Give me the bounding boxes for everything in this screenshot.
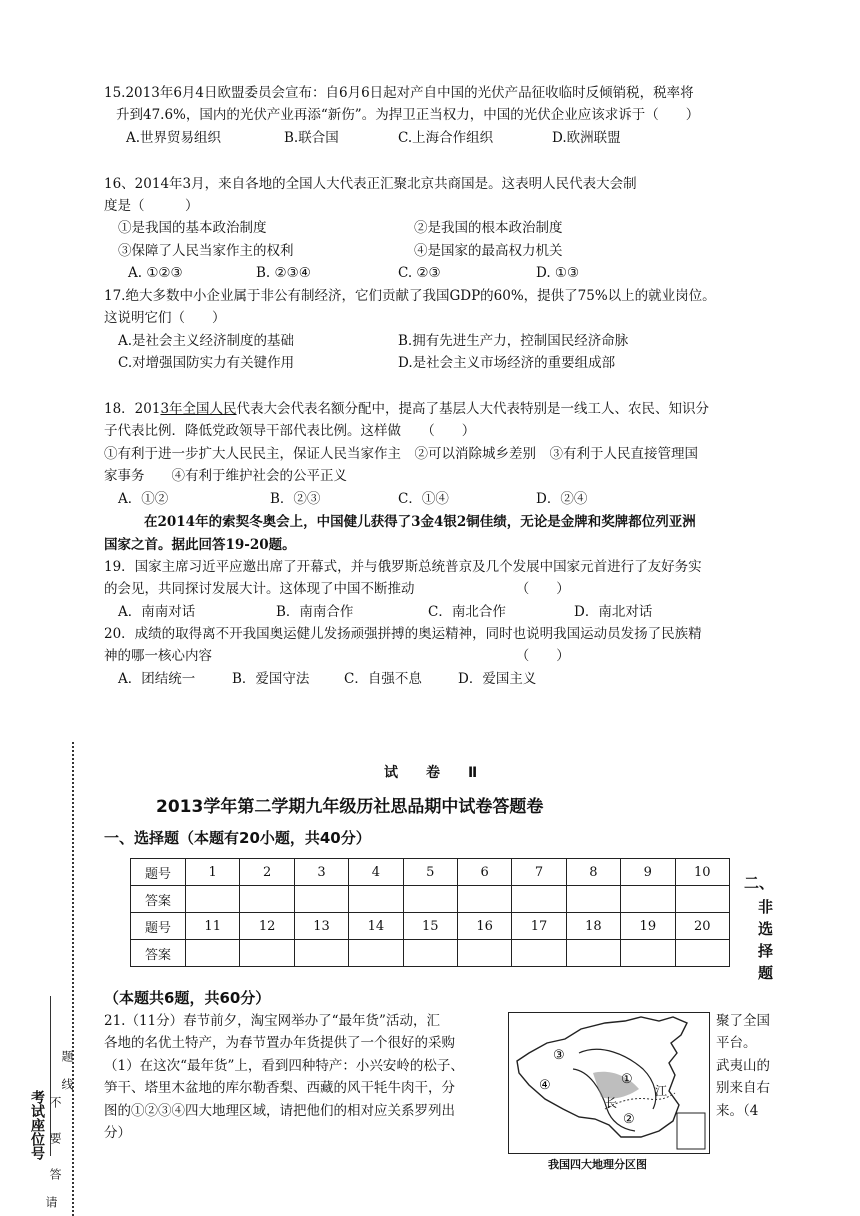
q18-option-a: A．①② <box>118 491 169 507</box>
q15-option-a: A.世界贸易组织 <box>126 130 222 146</box>
q16-item1: ①是我国的基本政治制度 <box>118 220 267 236</box>
q21-right3: 武夷山的 <box>716 1058 770 1074</box>
row-label-answer: 答案 <box>131 886 186 913</box>
seat-number-label: 考试座位号 <box>29 1090 45 1160</box>
q16-line2: 度是（ ） <box>104 198 199 214</box>
q21-right1: 聚了全国 <box>716 1013 770 1029</box>
row-label-number: 题号 <box>131 859 186 886</box>
answer-cell[interactable] <box>240 940 294 967</box>
section-2-heading-part1: 二、 <box>744 874 775 892</box>
q18-line4: 家事务 ④有利于维护社会的公平正义 <box>104 468 347 484</box>
question-number: 17 <box>512 913 566 940</box>
map-label-jiang: 江 <box>655 1084 668 1098</box>
south-sea-inset <box>677 1113 705 1149</box>
q18-option-b: B．②③ <box>270 491 321 507</box>
number-row-2 <box>131 913 730 940</box>
map-caption: 我国四大地理分区图 <box>548 1158 647 1171</box>
q16-option-b: B. ②③④ <box>256 265 311 281</box>
q16-item3: ③保障了人民当家作主的权利 <box>118 243 294 259</box>
q21-right5: 来。（4 <box>716 1103 759 1119</box>
answer-cell[interactable] <box>240 886 294 913</box>
q20-option-d: D．爱国主义 <box>458 671 537 687</box>
intro-line1: 在2014年的索契冬奥会上，中国健儿获得了3金4银2铜佳绩，无论是金牌和奖牌都位列亚洲 <box>144 514 696 530</box>
answer-cell[interactable] <box>403 940 457 967</box>
map-label-2: ② <box>623 1112 635 1127</box>
china-regions-map <box>508 1012 710 1154</box>
q16-item4: ④是国家的最高权力机关 <box>414 243 563 259</box>
answer-cell[interactable] <box>621 940 675 967</box>
q17-line1: 17.绝大多数中小企业属于非公有制经济，它们贡献了我国GDP的60%，提供了75%以上的就业岗位。 <box>104 288 716 304</box>
question-number: 12 <box>240 913 294 940</box>
q20-line2: 神的哪一核心内容 （ ） <box>104 648 570 664</box>
question-number: 1 <box>186 859 240 886</box>
question-number: 5 <box>403 859 457 886</box>
answer-cell[interactable] <box>294 940 348 967</box>
answer-row-1 <box>131 886 730 913</box>
question-number: 3 <box>294 859 348 886</box>
q20-option-b: B．爱国守法 <box>232 671 310 687</box>
section-2-points: （本题共6题，共60分） <box>104 989 271 1007</box>
q17-option-c: C.对增强国防实力有关键作用 <box>118 355 295 371</box>
q17-option-b: B.拥有先进生产力，控制国民经济命脉 <box>398 333 629 349</box>
question-number: 4 <box>349 859 403 886</box>
map-label-4: ④ <box>539 1078 551 1093</box>
q16-line1: 16、2014年3月，来自各地的全国人大代表正汇聚北京共商国是。这表明人民代表大会制 <box>104 176 637 192</box>
row-label-answer: 答案 <box>131 940 186 967</box>
section-1-heading: 一、选择题（本题有20小题，共40分） <box>104 829 371 847</box>
margin-ti: 题 <box>60 1050 74 1062</box>
answer-cell[interactable] <box>512 886 566 913</box>
question-number: 9 <box>621 859 675 886</box>
row-label-number: 题号 <box>131 913 186 940</box>
q18-option-c: C．①④ <box>398 491 449 507</box>
q18-line3: ①有利于进一步扩大人民民主，保证人民当家作主 ②可以消除城乡差别 ③有利于人民直接管理国 <box>104 446 698 462</box>
map-label-chang: 长 <box>605 1096 618 1110</box>
q17-line2: 这说明它们（ ） <box>104 310 226 326</box>
answer-cell[interactable] <box>186 940 240 967</box>
q19-option-a: A．南南对话 <box>118 604 196 620</box>
q18-line1: 18．2013年全国人民代表大会代表名额分配中，提高了基层人大代表特别是一线工人、农民、知识分 <box>104 401 710 417</box>
q18-option-d: D．②④ <box>536 491 588 507</box>
question-number: 13 <box>294 913 348 940</box>
section-2-heading-part3: 选 <box>758 920 774 938</box>
answer-cell[interactable] <box>675 886 729 913</box>
q21-line5: 图的①②③④四大地理区域，请把他们的相对应关系罗列出 <box>104 1103 455 1119</box>
q15-option-c: C.上海合作组织 <box>398 130 494 146</box>
q16-option-d: D. ①③ <box>536 265 580 281</box>
answer-cell[interactable] <box>403 886 457 913</box>
answer-cell[interactable] <box>186 886 240 913</box>
q21-right4: 别来自右 <box>716 1080 770 1096</box>
intro-line2: 国家之首。据此回答19-20题。 <box>104 537 296 553</box>
map-label-1: ① <box>621 1072 633 1087</box>
question-number: 2 <box>240 859 294 886</box>
q21-line2: 各地的名优土特产，为春节置办年货提供了一个很好的采购 <box>104 1035 455 1051</box>
answer-cell[interactable] <box>457 886 511 913</box>
question-number: 18 <box>566 913 620 940</box>
number-row-1 <box>131 859 730 886</box>
q19-option-c: C．南北合作 <box>428 604 506 620</box>
answer-cell[interactable] <box>349 940 403 967</box>
question-number: 19 <box>621 913 675 940</box>
answer-cell[interactable] <box>675 940 729 967</box>
q20-option-c: C．自强不息 <box>344 671 422 687</box>
q21-line4: 笋干、塔里木盆地的库尔勒香梨、西藏的风干牦牛肉干，分 <box>104 1080 455 1096</box>
q16-option-a: A. ①②③ <box>128 265 183 281</box>
answer-cell[interactable] <box>457 940 511 967</box>
paper-label: 试 卷 Ⅱ <box>384 765 478 781</box>
question-number: 8 <box>566 859 620 886</box>
question-number: 10 <box>675 859 729 886</box>
answer-cell[interactable] <box>512 940 566 967</box>
q15-option-d: D.欧洲联盟 <box>552 130 621 146</box>
q16-item2: ②是我国的根本政治制度 <box>414 220 563 236</box>
question-number: 16 <box>457 913 511 940</box>
no-answer-note: 不 要 答 <box>48 1096 62 1186</box>
answer-cell[interactable] <box>566 886 620 913</box>
section-2-heading-part5: 题 <box>758 964 774 982</box>
answer-cell[interactable] <box>621 886 675 913</box>
answer-cell[interactable] <box>566 940 620 967</box>
answer-cell[interactable] <box>349 886 403 913</box>
map-label-3: ③ <box>553 1048 565 1063</box>
question-number: 20 <box>675 913 729 940</box>
q19-line2: 的会见，共同探讨发展大计。这体现了中国不断推动 （ ） <box>104 581 570 597</box>
q19-option-d: D．南北对话 <box>574 604 653 620</box>
q21-line3: （1）在这次“最年货”上，看到四种特产：小兴安岭的松子、 <box>104 1058 464 1074</box>
q19-line1: 19．国家主席习近平应邀出席了开幕式，并与俄罗斯总统普京及几个发展中国家元首进行了友好务实 <box>104 559 702 575</box>
q17-option-d: D.是社会主义市场经济的重要组成部 <box>398 355 616 371</box>
q19-option-b: B．南南合作 <box>276 604 354 620</box>
answer-sheet-title: 2013学年第二学期九年级历社思品期中试卷答题卷 <box>156 797 544 817</box>
binding-dotted-line <box>72 742 74 1216</box>
q21-line1: 21.（11分）春节前夕，淘宝网举办了“最年货”活动，汇 <box>104 1013 440 1029</box>
question-number: 11 <box>186 913 240 940</box>
question-number: 14 <box>349 913 403 940</box>
q20-line1: 20．成绩的取得离不开我国奥运健儿发扬顽强拼搏的奥运精神，同时也说明我国运动员发扬了民族精 <box>104 626 702 642</box>
q20-option-a: A．团结统一 <box>118 671 196 687</box>
question-number: 6 <box>457 859 511 886</box>
question-number: 15 <box>403 913 457 940</box>
map-drawing <box>509 1013 709 1153</box>
answer-grid <box>130 858 730 967</box>
q21-right2: 平台。 <box>716 1035 757 1051</box>
section-2-heading-part4: 择 <box>758 942 774 960</box>
q17-option-a: A.是社会主义经济制度的基础 <box>118 333 295 349</box>
answer-cell[interactable] <box>294 886 348 913</box>
section-2-heading-part2: 非 <box>758 898 774 916</box>
q21-line6: 分） <box>104 1125 131 1141</box>
margin-qing: 请 <box>44 1196 58 1208</box>
q15-option-b: B.联合国 <box>284 130 339 146</box>
margin-xian: 线 <box>60 1078 74 1090</box>
question-number: 7 <box>512 859 566 886</box>
answer-row-2 <box>131 940 730 967</box>
q18-line2: 子代表比例．降低党政领导干部代表比例。这样做 （ ） <box>104 423 476 439</box>
q15-line1: 15.2013年6月4日欧盟委员会宣布：自6月6日起对产自中国的光伏产品征收临时反倾销税，税率将 <box>104 85 694 101</box>
q16-option-c: C. ②③ <box>398 265 441 281</box>
q15-line2: 升到47.6%，国内的光伏产业再添“新伤”。为捍卫正当权力，中国的光伏企业应该求诉于（ ） <box>116 107 700 123</box>
